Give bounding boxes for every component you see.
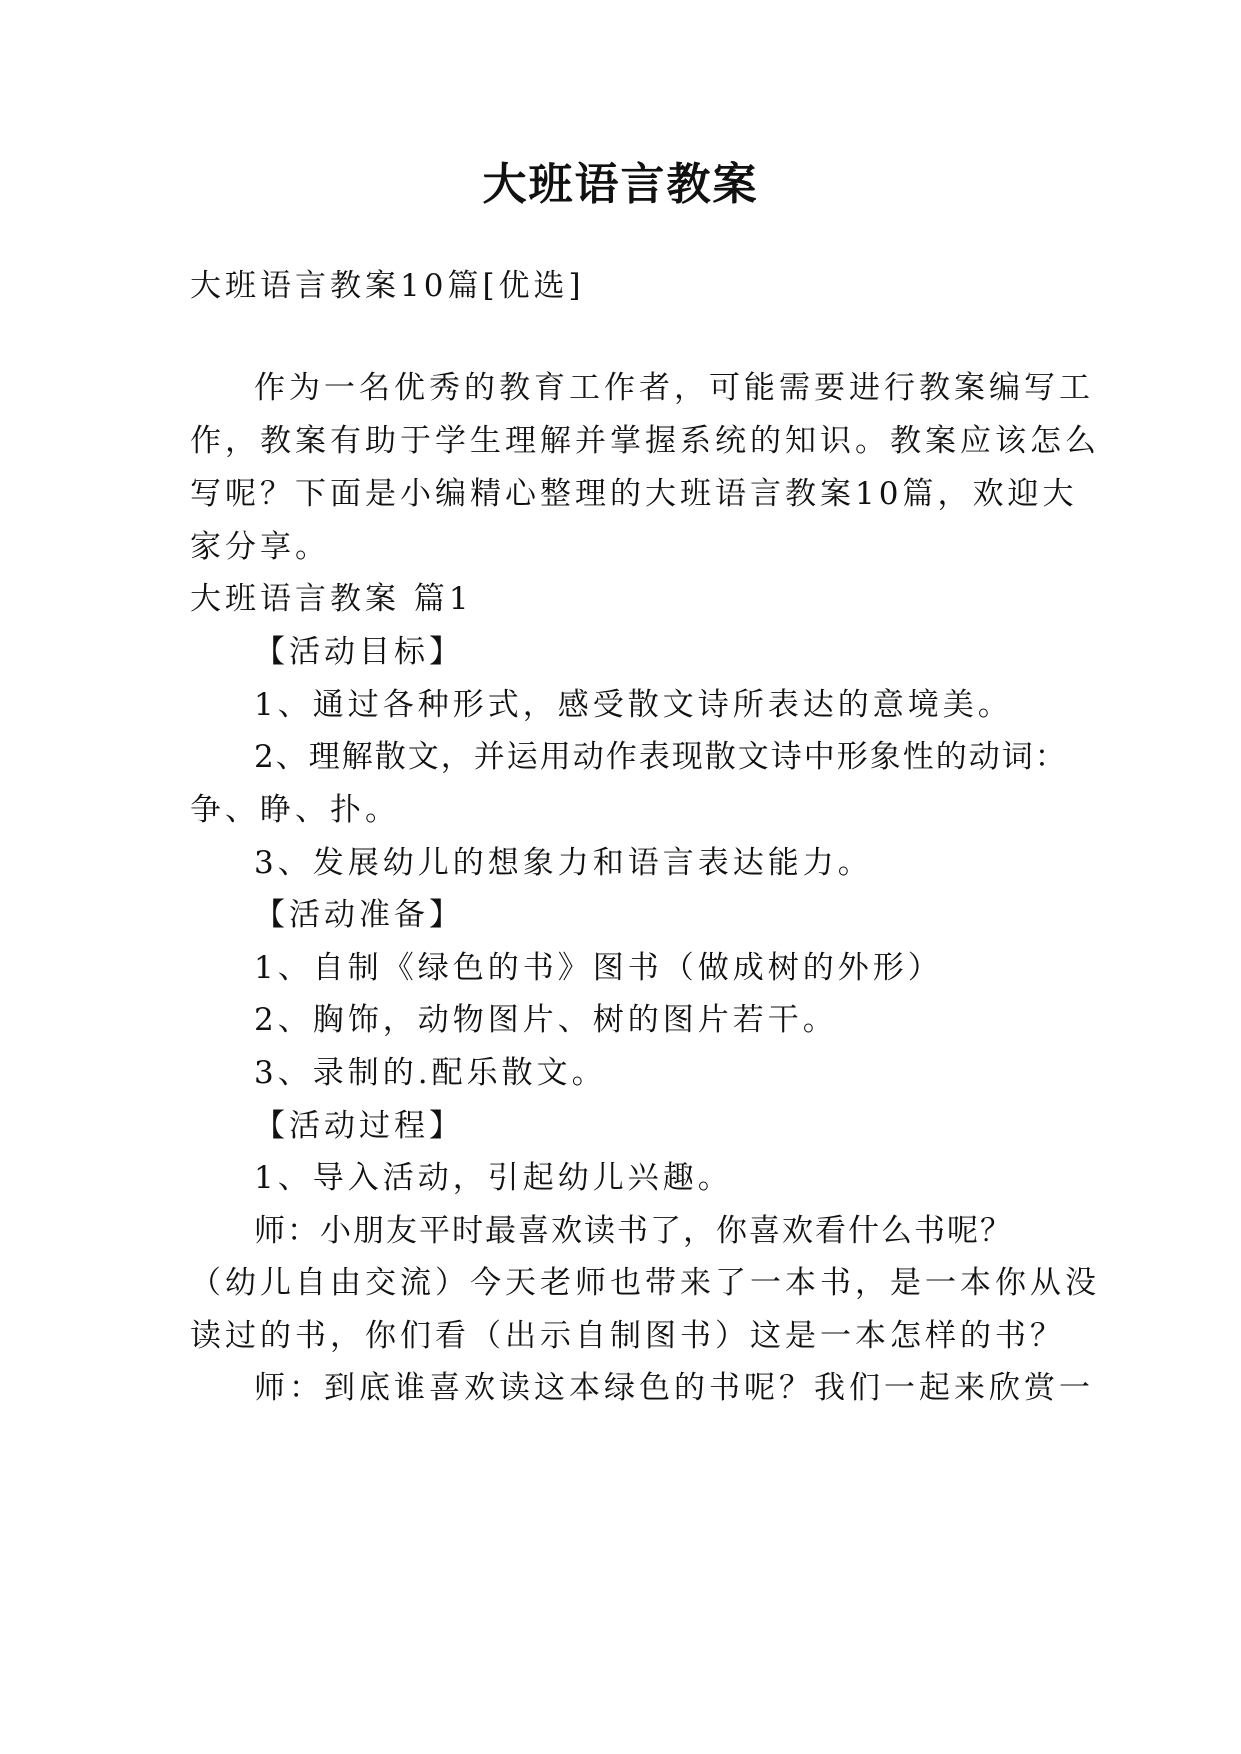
paragraph-line: 师：小朋友平时最喜欢读书了，你喜欢看什么书呢？ [254,1213,1013,1249]
list-item: 2、胸饰，动物图片、树的图片若干。 [254,1002,838,1038]
subsection-heading: 【活动目标】 [254,634,464,670]
paragraph-line: 家分享。 [190,529,330,565]
paragraph-line: 作为一名优秀的教育工作者，可能需要进行教案编写工 [254,370,1094,406]
list-item: 3、发展幼儿的想象力和语言表达能力。 [254,845,873,881]
paragraph-line: 师：到底谁喜欢读这本绿色的书呢？我们一起来欣赏一 [254,1370,1094,1406]
paragraph-line: 写呢？下面是小编精心整理的大班语言教案10篇，欢迎大 [190,476,1078,512]
list-item: 3、录制的.配乐散文。 [254,1055,607,1091]
document-subtitle: 大班语言教案10篇[优选] [190,268,585,304]
document-title: 大班语言教案 [482,159,759,210]
paragraph-line: 读过的书，你们看（出示自制图书）这是一本怎样的书？ [190,1318,1065,1354]
paragraph-line: 争、睁、扑。 [190,792,400,828]
paragraph-line: （幼儿自由交流）今天老师也带来了一本书，是一本你从没 [190,1265,1100,1301]
list-item: 1、自制《绿色的书》图书（做成树的外形） [254,950,943,986]
paragraph-line: 作，教案有助于学生理解并掌握系统的知识。教案应该怎么 [190,423,1100,459]
list-item: 1、导入活动，引起幼儿兴趣。 [254,1160,733,1196]
list-item: 1、通过各种形式，感受散文诗所表达的意境美。 [254,687,1013,723]
subsection-heading: 【活动准备】 [254,897,464,933]
subsection-heading: 【活动过程】 [254,1108,464,1144]
section-heading: 大班语言教案 篇1 [190,581,473,617]
list-item: 2、理解散文，并运用动作表现散文诗中形象性的动词： [254,739,1068,775]
